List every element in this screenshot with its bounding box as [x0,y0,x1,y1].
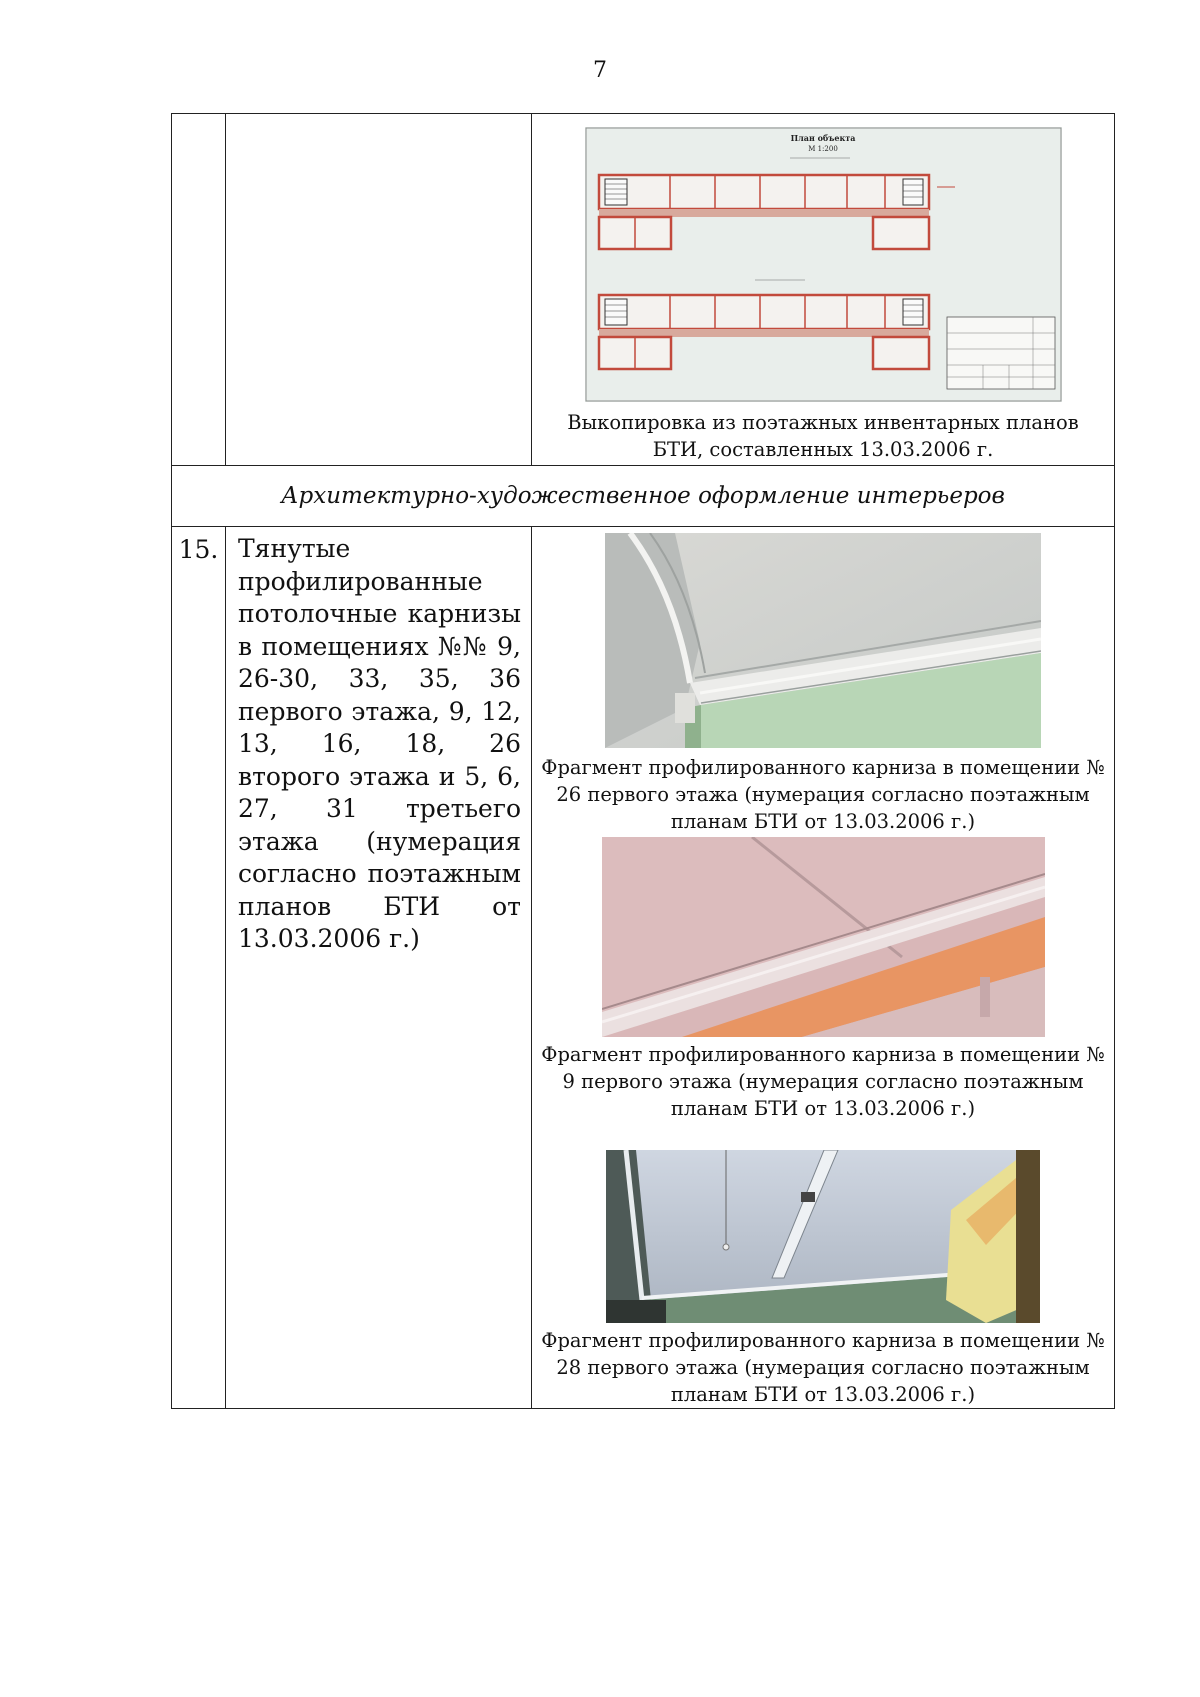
table-row-15 [172,527,1115,1409]
photo-room-9 [602,837,1045,1037]
plan-cell [532,114,1115,466]
plan-caption: Выкопировка из поэтажных инвентарных планов БТИ, составленных 13.03.2006 г. [567,411,1079,461]
photo-room-26 [605,533,1041,748]
plan-title: План объекта [790,133,855,143]
section-heading: Архитектурно-художественное оформление интерьеров [172,466,1115,527]
table-row-plan [172,114,1115,466]
table-row-section-heading [172,466,1115,527]
page-number: 7 [593,58,607,83]
photo-room-28 [606,1150,1040,1323]
photo-caption-room-9: Фрагмент профилированного карниза в помещении № 9 первого этажа (нумерация согласно поэтажным планам БТИ от 13.03.2006 г.) [541,1043,1105,1120]
document-table [171,113,1115,1409]
floor-plan-image [585,127,1062,402]
photo-caption-room-26: Фрагмент профилированного карниза в помещении № 26 первого этажа (нумерация согласно поэтажным планам БТИ от 13.03.2006 г.) [541,756,1105,833]
row-description: Тянутые профилированные потолочные карнизы в помещениях №№ 9, 26-30, 33, 35, 36 первого этажа, 9, 12, 13, 16, 18, 26 второго этажа и 5, 6, 27, 31 третьего этажа (нумерация согласно поэтажным планов БТИ от 13.03.2006 г.) [226,527,532,1409]
plan-scale: М 1:200 [807,145,838,153]
photo-caption-room-28: Фрагмент профилированного карниза в помещении № 28 первого этажа (нумерация согласно поэтажным планам БТИ от 13.03.2006 г.) [541,1329,1105,1406]
row-number: 15. [172,527,226,1409]
description-cell-empty [226,114,532,466]
photos-cell [532,527,1115,1409]
number-cell-empty [172,114,226,466]
title-block [947,317,1055,389]
